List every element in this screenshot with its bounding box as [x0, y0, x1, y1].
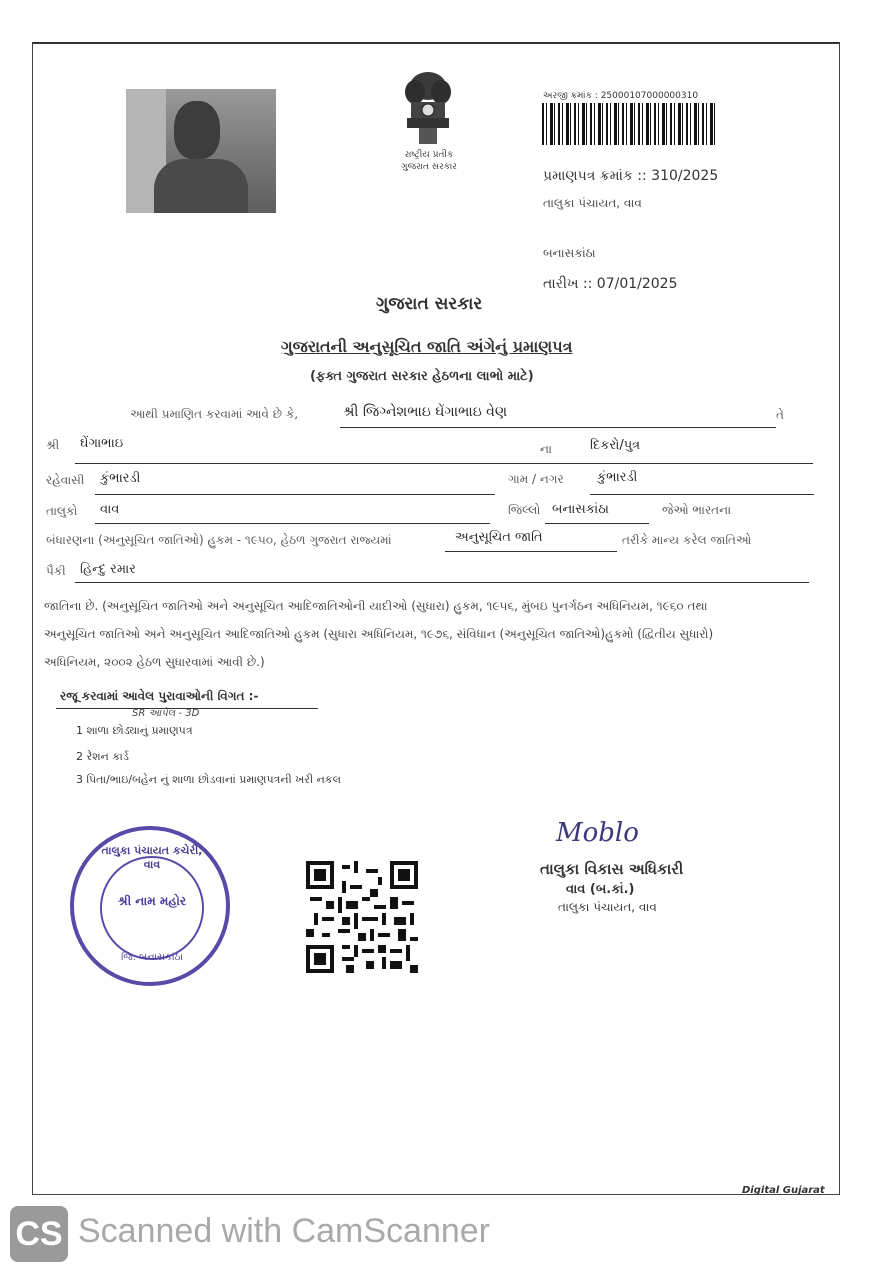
document-item-3: 3 પિતા/ભાઇ/બહેન નું શાળા છોડવાનાં પ્રમાણપત્રની ખરી નકલ: [76, 773, 341, 786]
na-label: ના: [540, 442, 552, 456]
district-value: બનાસકાંઠા: [552, 502, 609, 517]
header-district: બનાસકાંઠા: [543, 246, 596, 260]
certificate-title: ગુજરાતની અનુસૂચિત જાતિ અંગેનું પ્રમાણપત્ર: [281, 337, 573, 356]
application-number: અરજી ક્રમાંક : 25000107000000310: [543, 91, 699, 101]
documents-heading: રજૂ કરવામાં આવેલ પુરાવાઓની વિગત :-: [60, 689, 259, 703]
te-label: તે: [776, 408, 784, 422]
seal-center-text: શ્રી નામ મહોર: [117, 894, 187, 908]
shri-label: શ્રી: [46, 438, 60, 452]
seal-top-text: તાલુકા પંચાયત કચેરી, વાવ: [101, 844, 203, 871]
national-emblem-icon: [385, 64, 471, 176]
caste-prefix: પૈકી: [46, 564, 66, 578]
taluka-value: વાવ: [100, 502, 120, 517]
taluka-panchayat: તાલુકા પંચાયત, વાવ: [543, 196, 642, 210]
government-title: ગુજરાત સરકાર: [376, 294, 483, 314]
paragraph-line-1: જાતિના છે. (અનુસૂચિત જાતિઓ અને અનુસૂચિત આદિજાતિઓની યાદીઓ (સુધારા) હુકમ, ૧૯૫૬, મુંબઇ પુનર્ગઠન અધિનિયમ, ૧૯૬૦ તથા: [44, 599, 708, 613]
applicant-name: શ્રી જિગ્નેશભાઇ ઘેંગાભાઇ વેણ: [343, 404, 508, 420]
panchayat-seal: [70, 826, 230, 986]
seal-bottom-text: જિ. બનાસકાંઠા: [121, 952, 183, 963]
emblem-caption-1: રાષ્ટ્રીય પ્રતીક: [404, 150, 454, 160]
category-value: અનુસૂચિત જાતિ: [455, 530, 543, 545]
qr-code: [306, 860, 418, 974]
legal-paragraph: [44, 592, 834, 676]
document-item-2: 2 રેશન કાર્ડ: [76, 750, 129, 763]
document-item-1: 1 શાળા છોડ્યાનું પ્રમાણપત્ર: [76, 724, 193, 737]
constitution-text: બંધારણના (અનુસૂચિત જાતિઓ) હુકમ - ૧૯૫૦, હેઠળ ગુજરાત રાજ્યમાં: [46, 533, 392, 547]
issue-date: તારીખ :: 07/01/2025: [543, 276, 678, 292]
signature-scribble: Moblo: [556, 818, 639, 848]
paragraph-line-3: અધિનિયમ, ૨૦૦૨ હેઠળ સુધારવામાં આવી છે.): [44, 655, 265, 669]
officer-panchayat: તાલુકા પંચાયત, વાવ: [558, 900, 657, 914]
district-label: જિલ્લો: [508, 503, 541, 517]
camscanner-text: Scanned with CamScanner: [78, 1212, 491, 1250]
resident-value: કુંભારડી: [100, 471, 141, 486]
officer-office: વાવ (બ.કાં.): [566, 882, 635, 897]
india-text: જેઓ ભારતના: [662, 503, 732, 517]
declared-text: તરીકે માન્ય કરેલ જાતિઓ: [622, 533, 752, 547]
paragraph-line-2: અનુસૂચિત જાતિઓ અને અનુસૂચિત આદિજાતિઓ હુકમ (સુધારા અધિનિયમ, ૧૯૭૬, સંવિધાન (અનુસૂચિત જાતિઓ)હુકમો (દ્વિતીય સુધારો): [44, 627, 714, 641]
resident-label: રહેવાસી: [46, 473, 85, 487]
intro-text: આથી પ્રમાણિત કરવામાં આવે છે કે,: [130, 407, 299, 421]
camscanner-logo: CS: [10, 1206, 68, 1262]
village-value: કુંભારડી: [597, 470, 638, 485]
officer-title: તાલુકા વિકાસ અધિકારી: [540, 860, 684, 878]
handwritten-note: SR આપેલ - 3D: [132, 708, 200, 719]
certificate-number: પ્રમાણપત્ર ક્રમાંક :: 310/2025: [543, 168, 719, 184]
applicant-photo: [126, 89, 276, 213]
father-name: ઘેંગાભાઇ: [80, 436, 124, 451]
certificate-subtitle: (ફક્ત ગુજરાત સરકાર હેઠળના લાભો માટે): [310, 369, 534, 384]
relation: દિકરો/પુત્ર: [590, 438, 641, 453]
barcode: [542, 103, 717, 145]
caste-value: હિન્દુ રમાર: [80, 562, 136, 577]
emblem-caption-2: ગુજરાત સરકાર: [401, 162, 457, 172]
village-label: ગામ / નગર: [508, 472, 564, 486]
taluka-label: તાલુકો: [46, 504, 78, 518]
digital-gujarat-label: Digital Gujarat: [742, 1185, 825, 1196]
